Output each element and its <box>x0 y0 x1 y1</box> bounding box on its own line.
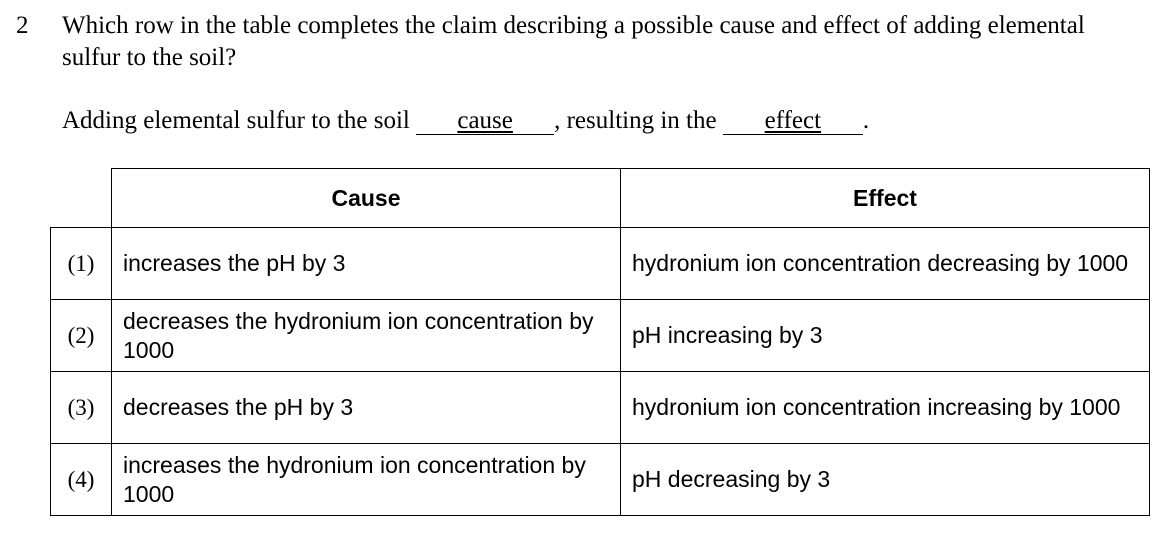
cause-header: Cause <box>112 169 621 228</box>
choice-number: (2) <box>51 300 112 372</box>
cause-blank <box>416 108 554 135</box>
claim-part-2: , resulting in the <box>554 107 717 134</box>
claim-part-3: . <box>862 107 870 134</box>
choice-number: (1) <box>51 228 112 300</box>
effect-cell: hydronium ion concentration decreasing by 1000 <box>621 228 1150 300</box>
answer-choice-2[interactable] <box>51 300 1150 372</box>
answer-choice-1[interactable] <box>51 228 1150 300</box>
cause-cell: increases the hydronium ion concentration by 1000 <box>112 444 621 516</box>
cause-cell: decreases the hydronium ion concentration by 1000 <box>112 300 621 372</box>
cause-blank-label: cause <box>457 107 513 134</box>
effect-header: Effect <box>621 169 1150 228</box>
answer-choice-4[interactable] <box>51 444 1150 516</box>
question-text: Which row in the table completes the claim describing a possible cause and effect of adding elemental sulfur to the soil? <box>62 12 1085 71</box>
header-spacer <box>51 169 112 228</box>
effect-cell: hydronium ion concentration increasing by 1000 <box>621 372 1150 444</box>
effect-cell: pH increasing by 3 <box>621 300 1150 372</box>
effect-blank <box>723 108 863 135</box>
table-header-row <box>51 169 1150 228</box>
answer-table <box>50 168 1150 516</box>
claim-part-1: Adding elemental sulfur to the soil <box>62 107 410 134</box>
cause-cell: decreases the pH by 3 <box>112 372 621 444</box>
effect-blank-label: effect <box>764 107 822 134</box>
cause-cell: increases the pH by 3 <box>112 228 621 300</box>
choice-number: (3) <box>51 372 112 444</box>
question-number: 2 <box>16 12 29 39</box>
answer-choice-3[interactable] <box>51 372 1150 444</box>
effect-cell: pH decreasing by 3 <box>621 444 1150 516</box>
choice-number: (4) <box>51 444 112 516</box>
claim-sentence <box>62 105 869 137</box>
